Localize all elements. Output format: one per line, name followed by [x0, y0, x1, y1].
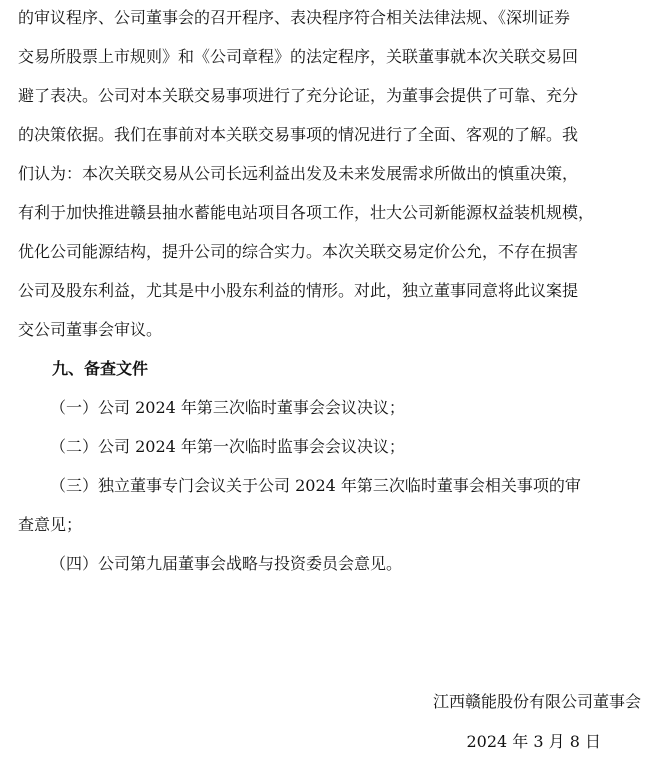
- reference-item: （三）独立董事专门会议关于公司 2024 年第三次临时董事会相关事项的审: [50, 476, 581, 495]
- paragraph-line: 交公司董事会审议。: [18, 320, 163, 339]
- paragraph-line: 的审议程序、公司董事会的召开程序、表决程序符合相关法律法规、《深圳证券: [18, 8, 571, 27]
- paragraph-line: 交易所股票上市规则》和《公司章程》的法定程序，关联董事就本次关联交易回: [18, 47, 579, 66]
- paragraph-line: 有利于加快推进赣县抽水蓄能电站项目各项工作，壮大公司新能源权益装机规模，: [18, 203, 595, 222]
- reference-item: （一）公司 2024 年第三次临时董事会会议决议；: [50, 398, 405, 417]
- reference-item: （二）公司 2024 年第一次临时监事会会议决议；: [50, 437, 405, 456]
- paragraph-line: 公司及股东利益，尤其是中小股东利益的情形。对此，独立董事同意将此议案提: [18, 281, 579, 300]
- section-heading: 九、备查文件: [52, 359, 149, 378]
- signature-company: 江西赣能股份有限公司董事会: [432, 692, 641, 711]
- paragraph-line: 优化公司能源结构，提升公司的综合实力。本次关联交易定价公允，不存在损害: [18, 242, 579, 261]
- paragraph-line: 的决策依据。我们在事前对本关联交易事项的情况进行了全面、客观的了解。我: [18, 125, 579, 144]
- signature-date: 2024 年 3 月 8 日: [466, 732, 601, 751]
- paragraph-line: 们认为：本次关联交易从公司长远利益出发及未来发展需求所做出的慎重决策，: [18, 164, 579, 183]
- reference-item-continuation: 查意见；: [18, 515, 83, 534]
- reference-item: （四）公司第九届董事会战略与投资委员会意见。: [50, 554, 403, 573]
- paragraph-line: 避了表决。公司对本关联交易事项进行了充分论证，为董事会提供了可靠、充分: [18, 86, 579, 105]
